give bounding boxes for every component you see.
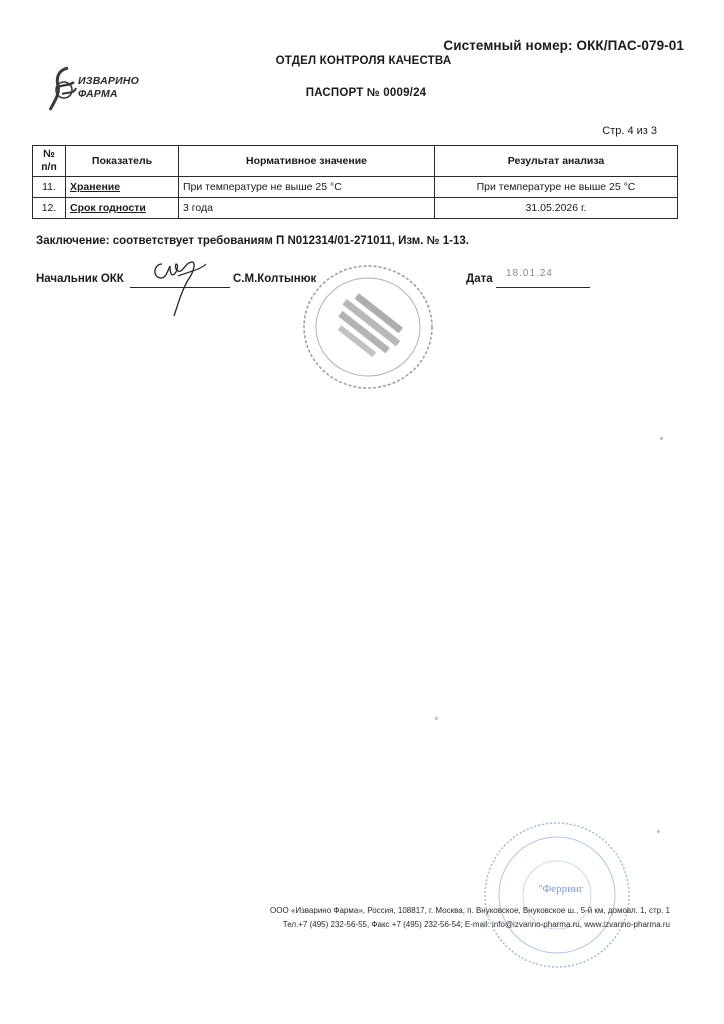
quality-stamp-icon bbox=[300, 262, 436, 392]
date-label: Дата bbox=[466, 273, 493, 285]
footer-address: ООО «Изварино Фарма», Россия, 108817, г. Москва, п. Внуковское, Внуковское ш., 5-й км, домовл. 1, стр. 1 bbox=[270, 906, 670, 915]
scan-speck bbox=[657, 830, 660, 833]
date-line bbox=[496, 287, 590, 288]
row-number: 11. bbox=[33, 177, 66, 198]
department-title: ОТДЕЛ КОНТРОЛЯ КАЧЕСТВА bbox=[275, 55, 452, 67]
row-number: 12. bbox=[33, 198, 66, 219]
signer-role: Начальник ОКК bbox=[36, 273, 124, 285]
row-indicator: Хранение bbox=[66, 177, 179, 198]
footer-contacts: Тел.+7 (495) 232-56-55, Факс +7 (495) 232-56-54; E-mail: info@izvarino-pharma.ru, www.izvarino-pharma.ru bbox=[282, 920, 670, 929]
row-result: При температуре не выше 25 °С bbox=[435, 177, 678, 198]
results-table bbox=[32, 145, 678, 219]
column-header-number bbox=[33, 146, 66, 177]
logo-text-line2: ФАРМА bbox=[78, 88, 118, 100]
footer bbox=[230, 904, 670, 932]
column-header-result: Результат анализа bbox=[435, 146, 678, 177]
row-norm: 3 года bbox=[179, 198, 435, 219]
conclusion-text: Заключение: соответствует требованиям П N012314/01-271011, Изм. № 1-13. bbox=[36, 235, 469, 247]
row-norm: При температуре не выше 25 °С bbox=[179, 177, 435, 198]
scan-speck bbox=[435, 717, 438, 720]
table-row bbox=[33, 198, 678, 219]
stamp-text: "Ферринг bbox=[538, 883, 584, 895]
page-number: Стр. 4 из 3 bbox=[602, 125, 657, 137]
logo-text-line1: ИЗВАРИНО bbox=[78, 75, 139, 87]
table-row bbox=[33, 177, 678, 198]
column-header-indicator: Показатель bbox=[66, 146, 179, 177]
company-stamp-icon bbox=[482, 820, 632, 970]
row-indicator: Срок годности bbox=[66, 198, 179, 219]
table-header-row bbox=[33, 146, 678, 177]
passport-title: ПАСПОРТ № 0009/24 bbox=[305, 87, 427, 99]
date-value: 18.01.24 bbox=[506, 268, 553, 279]
scan-speck bbox=[660, 437, 663, 440]
handwritten-signature bbox=[148, 250, 212, 322]
row-result: 31.05.2026 г. bbox=[435, 198, 678, 219]
column-header-number-line2: п/п bbox=[41, 161, 57, 173]
column-header-norm: Нормативное значение bbox=[179, 146, 435, 177]
system-number: Системный номер: ОКК/ПАС-079-01 bbox=[443, 38, 684, 53]
column-header-number-line1: № bbox=[43, 148, 55, 160]
signer-name: С.М.Колтынюк bbox=[233, 273, 317, 285]
